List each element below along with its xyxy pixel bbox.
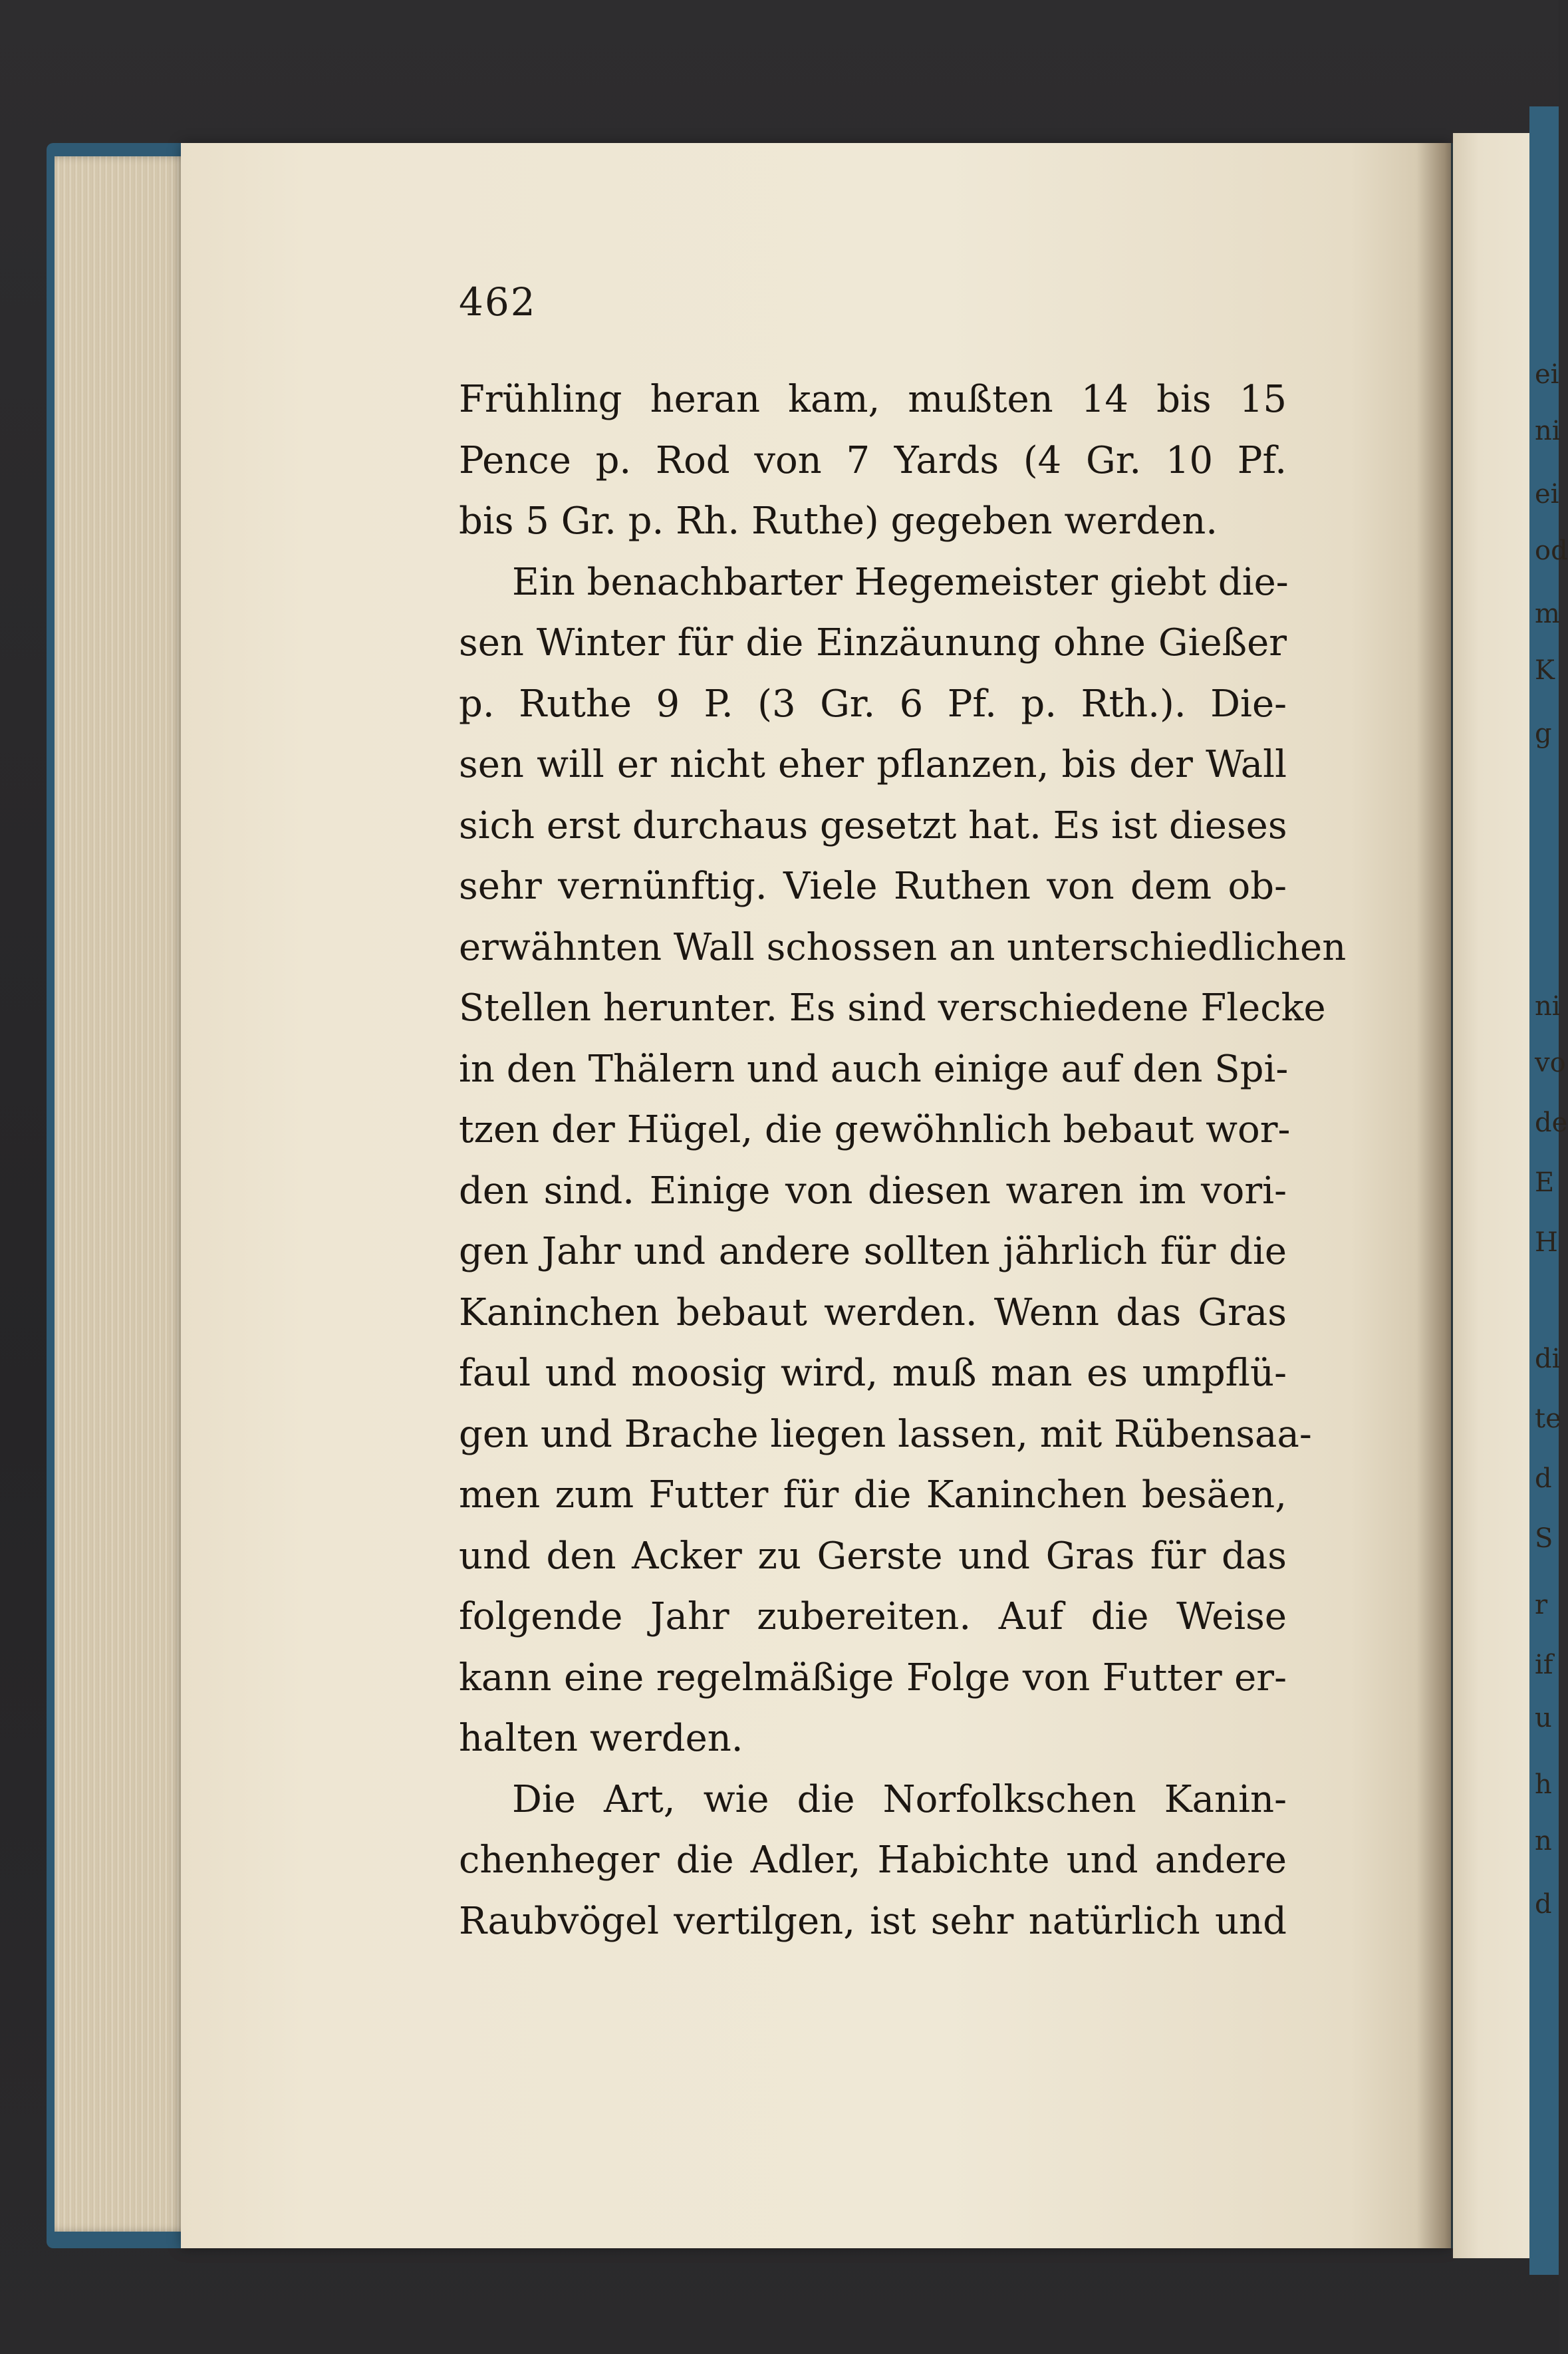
facing-text-fragment: n (1535, 1826, 1552, 1856)
facing-text-fragment: g (1535, 718, 1552, 749)
text-line: in den Thälern und auch einige auf den Spi- (459, 1047, 1289, 1091)
text-line: men zum Futter für die Kaninchen besäen, (459, 1473, 1287, 1517)
text-line: sen Winter für die Einzäunung ohne Gießer (459, 621, 1287, 664)
facing-page-text-fragments (1529, 0, 1568, 2354)
text-line: gen Jahr und andere sollten jährlich für die (459, 1230, 1287, 1273)
text-line: faul und moosig wird, muß man es umpflü- (459, 1352, 1287, 1395)
text-line: tzen der Hügel, die gewöhnlich bebaut wor- (459, 1108, 1291, 1151)
facing-text-fragment: u (1535, 1703, 1552, 1733)
facing-text-fragment: ni (1535, 991, 1561, 1022)
text-line: Die Art, wie die Norfolkschen Kanin- (512, 1777, 1287, 1821)
facing-text-fragment: te (1535, 1403, 1561, 1434)
text-line: Stellen herunter. Es sind verschiedene Flecke (459, 986, 1326, 1030)
facing-text-fragment: K (1535, 655, 1555, 686)
text-line: den sind. Einige von diesen waren im vori- (459, 1169, 1287, 1213)
facing-text-fragment: ni (1535, 416, 1561, 446)
text-line: kann eine regelmäßige Folge von Futter er- (459, 1656, 1287, 1699)
facing-text-fragment: h (1535, 1769, 1552, 1800)
facing-text-fragment: d (1535, 1463, 1552, 1494)
facing-text-fragment: vo (1535, 1048, 1566, 1078)
text-line: sehr vernünftig. Viele Ruthen von dem ob- (459, 865, 1287, 908)
text-line: chenheger die Adler, Habichte und andere (459, 1839, 1287, 1882)
text-line: Ein benachbarter Hegemeister giebt die- (512, 560, 1289, 604)
facing-text-fragment: S (1535, 1523, 1553, 1554)
text-line: halten werden. (459, 1717, 743, 1760)
text-line: Frühling heran kam, mußten 14 bis 15 (459, 378, 1287, 421)
text-line: bis 5 Gr. p. Rh. Ruthe) gegeben werden. (459, 500, 1218, 543)
text-line: sich erst durchaus gesetzt hat. Es ist dieses (459, 804, 1287, 847)
facing-text-fragment: d (1535, 1889, 1552, 1920)
text-line: sen will er nicht eher pflanzen, bis der Wall (459, 743, 1287, 786)
text-line: gen und Brache liegen lassen, mit Rübensaa- (459, 1412, 1312, 1456)
body-text (459, 369, 1347, 1952)
text-line: Raubvögel vertilgen, ist sehr natürlich und (459, 1899, 1287, 1943)
facing-text-fragment: r (1535, 1590, 1548, 1620)
facing-text-fragment: ei (1535, 479, 1559, 510)
page-edges (55, 156, 188, 2232)
text-line: folgende Jahr zubereiten. Auf die Weise (459, 1595, 1287, 1638)
text-line: und den Acker zu Gerste und Gras für das (459, 1534, 1287, 1578)
text-line: p. Ruthe 9 P. (3 Gr. 6 Pf. p. Rth.). Die- (459, 682, 1287, 726)
facing-text-fragment: m (1535, 599, 1560, 629)
text-line: erwähnten Wall schossen an unterschiedlichen (459, 925, 1347, 969)
facing-text-fragment: od (1535, 535, 1568, 566)
text-line: Pence p. Rod von 7 Yards (4 Gr. 10 Pf. (459, 438, 1287, 482)
facing-text-fragment: de (1535, 1107, 1568, 1138)
text-line: Kaninchen bebaut werden. Wenn das Gras (459, 1290, 1287, 1334)
facing-text-fragment: H (1535, 1227, 1558, 1258)
facing-text-fragment: E (1535, 1167, 1555, 1198)
facing-text-fragment: if (1535, 1650, 1553, 1680)
facing-page (1453, 133, 1539, 2258)
facing-text-fragment: di (1535, 1344, 1561, 1374)
facing-text-fragment: ei (1535, 359, 1559, 390)
page-gutter-shadow (1416, 143, 1456, 2248)
page-number: 462 (459, 279, 537, 325)
